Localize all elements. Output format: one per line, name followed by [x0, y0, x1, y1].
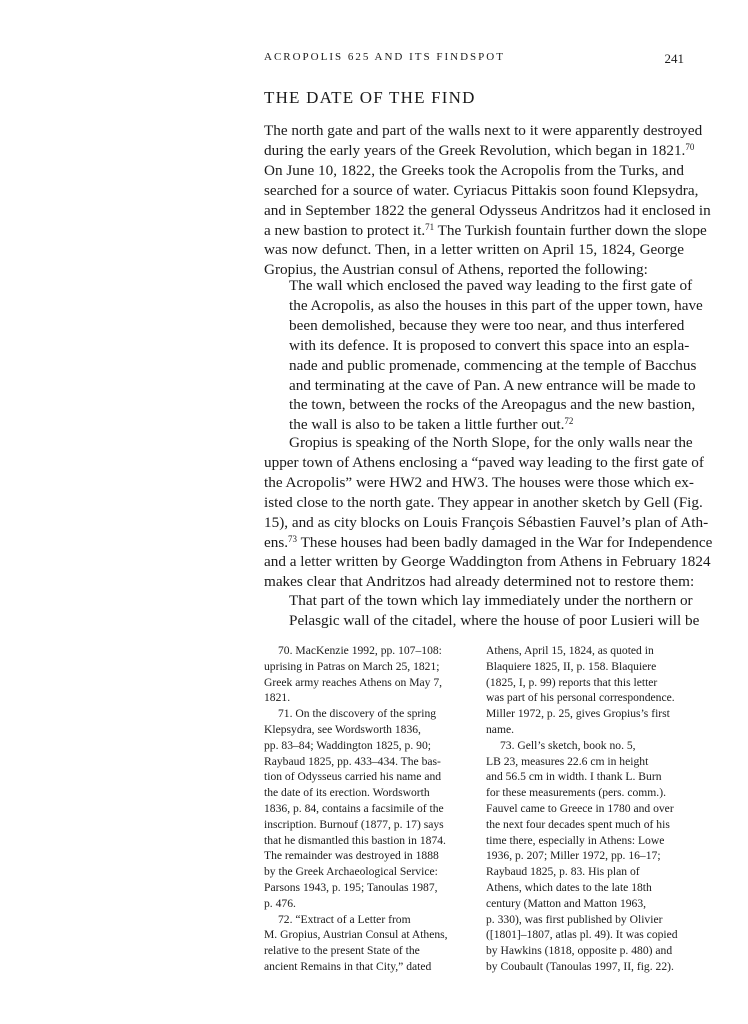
running-head — [264, 51, 684, 67]
quote-line: the Acropolis, as also the houses in this part of the upper town, have — [289, 296, 703, 314]
text-line — [264, 533, 713, 553]
text-line: On June 10, 1822, the Greeks took the Acropolis from the Turks, and — [264, 161, 684, 179]
footnote-ref-73[interactable]: 73 — [288, 533, 298, 544]
block-quote-2 — [289, 591, 700, 631]
body-paragraph-1 — [264, 121, 711, 280]
footnote-line: 72. “Extract of a Letter from — [278, 912, 411, 926]
footnote-line: was part of his personal correspondence. — [486, 691, 675, 705]
footnote-line: 1936, p. 207; Miller 1972, pp. 16–17; — [486, 849, 661, 863]
text-segment: the wall is also to be taken a little further out. — [289, 416, 565, 434]
footnote-line: ancient Remains in that City,” dated — [264, 959, 432, 973]
text-line: isted close to the north gate. They appear in another sketch by Gell (Fig. — [264, 493, 703, 511]
footnote-line: century (Matton and Matton 1963, — [486, 896, 647, 910]
footnotes-left-column — [264, 643, 465, 975]
footnote-line: 70. MacKenzie 1992, pp. 107–108: — [278, 644, 442, 657]
text-line: and in September 1822 the general Odysseus Andritzos had it enclosed in — [264, 201, 711, 219]
block-quote-1 — [289, 276, 703, 435]
footnote-ref-72[interactable]: 72 — [564, 416, 574, 427]
footnote-line: Parsons 1943, p. 195; Tanoulas 1987, — [264, 880, 438, 894]
footnote-line: Fauvel came to Greece in 1780 and over — [486, 801, 674, 815]
footnote-ref-70[interactable]: 70 — [685, 141, 695, 152]
text-line: upper town of Athens enclosing a “paved way leading to the first gate of — [264, 453, 704, 471]
footnote-line: Miller 1972, p. 25, gives Gropius’s first — [486, 707, 670, 721]
footnote-line: by Hawkins (1818, opposite p. 480) and — [486, 944, 673, 958]
footnote-line: LB 23, measures 22.6 cm in height — [486, 754, 649, 768]
text-segment: These houses had been badly damaged in the War for Independence — [297, 533, 713, 551]
quote-line: and terminating at the cave of Pan. A new entrance will be made to — [289, 376, 696, 394]
footnote-line: for these measurements (pers. comm.). — [486, 786, 666, 800]
page-number: 241 — [664, 51, 684, 66]
footnote-line: Greek army reaches Athens on May 7, — [264, 675, 443, 689]
footnote-line: The remainder was destroyed in 1888 — [264, 849, 439, 863]
text-line — [264, 221, 707, 241]
text-segment: The Turkish fountain further down the slope — [434, 221, 707, 239]
footnote-line: name. — [486, 722, 515, 736]
text-line: makes clear that Andritzos had already determined not to restore them: — [264, 573, 695, 591]
footnote-line: Blaquiere 1825, II, p. 158. Blaquiere — [486, 659, 657, 673]
text-line: searched for a source of water. Cyriacus Pittakis soon found Klepsydra, — [264, 181, 699, 199]
footnote-line: Raybaud 1825, pp. 433–434. The bas- — [264, 754, 441, 768]
footnote-line: that he dismantled this bastion in 1874. — [264, 833, 446, 847]
footnotes-right-column — [486, 643, 687, 975]
footnote-line: the next four decades spent much of his — [486, 817, 670, 831]
text-segment: during the early years of the Greek Revolution, which began in 1821. — [264, 141, 686, 159]
footnote-line: time there, especially in Athens: Lowe — [486, 833, 665, 847]
footnote-ref-71[interactable]: 71 — [425, 221, 435, 232]
body-paragraph-2 — [264, 433, 713, 592]
footnote-line: by the Greek Archaeological Service: — [264, 865, 438, 879]
footnote-line: (1825, I, p. 99) reports that this letter — [486, 675, 658, 689]
quote-line: Pelasgic wall of the citadel, where the house of poor Lusieri will be — [289, 611, 700, 629]
footnote-line: Athens, which dates to the late 18th — [486, 880, 652, 894]
text-line — [264, 141, 695, 161]
footnote-line: 73. Gell’s sketch, book no. 5, — [500, 738, 636, 752]
footnote-line: tion of Odysseus carried his name and — [264, 770, 442, 784]
quote-line: with its defence. It is proposed to convert this space into an espla- — [289, 336, 690, 354]
footnote-line: p. 330), was first published by Olivier — [486, 912, 663, 926]
footnote-line: uprising in Patras on March 25, 1821; — [264, 659, 440, 673]
footnote-line: ([1801]–1807, atlas pl. 49). It was copied — [486, 928, 678, 942]
quote-line: That part of the town which lay immediately under the northern or — [289, 592, 693, 609]
footnote-line: 1821. — [264, 691, 291, 705]
footnote-line: Klepsydra, see Wordsworth 1836, — [264, 722, 421, 736]
footnote-line: 71. On the discovery of the spring — [278, 707, 437, 721]
running-head-title: ACROPOLIS 625 AND ITS FINDSPOT — [264, 51, 505, 63]
footnote-line: by Coubault (Tanoulas 1997, II, fig. 22). — [486, 959, 674, 973]
footnote-line: 1836, p. 84, contains a facsimile of the — [264, 801, 444, 815]
text-line: and a letter written by George Waddington from Athens in February 1824 — [264, 553, 711, 571]
quote-line: The wall which enclosed the paved way leading to the first gate of — [289, 277, 693, 294]
text-line: The north gate and part of the walls next to it were apparently destroyed — [264, 122, 703, 139]
footnote-line: p. 476. — [264, 896, 296, 910]
text-line: was now defunct. Then, in a letter written on April 15, 1824, George — [264, 241, 684, 259]
text-line: 15), and as city blocks on Louis François Sébastien Fauvel’s plan of Ath- — [264, 513, 709, 531]
footnote-line: inscription. Burnouf (1877, p. 17) says — [264, 817, 444, 831]
footnote-line: M. Gropius, Austrian Consul at Athens, — [264, 928, 448, 942]
section-title: THE DATE OF THE FIND — [264, 88, 476, 107]
text-segment: ens. — [264, 533, 289, 551]
quote-line: been demolished, because they were too near, and thus interfered — [289, 316, 685, 334]
footnote-line: and 56.5 cm in width. I thank L. Burn — [486, 770, 662, 784]
footnote-line: relative to the present State of the — [264, 944, 420, 958]
footnote-line: pp. 83–84; Waddington 1825, p. 90; — [264, 738, 431, 752]
quote-line: nade and public promenade, commencing at the temple of Bacchus — [289, 356, 697, 374]
text-segment: a new bastion to protect it. — [264, 221, 426, 239]
footnote-line: Raybaud 1825, p. 83. His plan of — [486, 865, 640, 879]
quote-line: the town, between the rocks of the Areopagus and the new bastion, — [289, 396, 696, 414]
text-line: Gropius is speaking of the North Slope, for the only walls near the — [289, 434, 693, 451]
text-line: the Acropolis” were HW2 and HW3. The houses were those which ex- — [264, 473, 694, 491]
text-line: Gropius, the Austrian consul of Athens, reported the following: — [264, 261, 648, 279]
footnote-line: Athens, April 15, 1824, as quoted in — [486, 644, 654, 657]
footnote-line: the date of its erection. Wordsworth — [264, 786, 430, 800]
